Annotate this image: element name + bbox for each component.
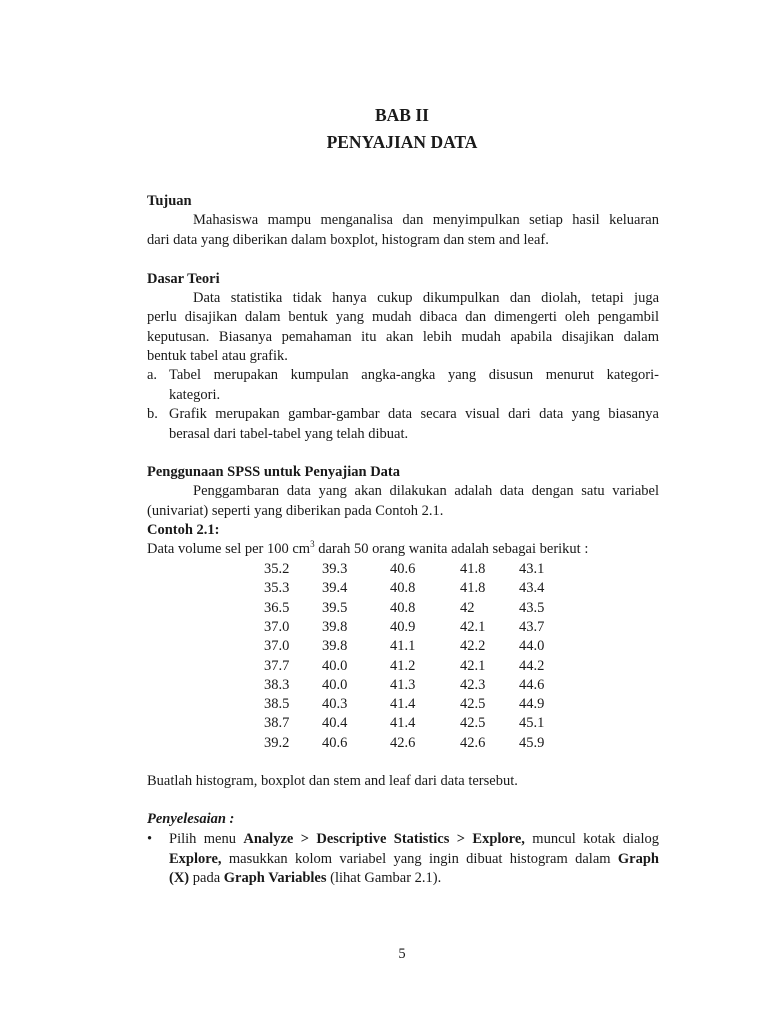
table-cell: 40.6 xyxy=(390,561,416,577)
paragraph-line: Penggambaran data yang akan dilakukan adalah data dengan satu variabel xyxy=(193,483,659,499)
table-cell: 42.1 xyxy=(460,618,486,635)
paragraph-line: (univariat) seperti yang diberikan pada Contoh 2.1. xyxy=(147,503,444,519)
table-cell: 38.7 xyxy=(264,715,290,732)
table-cell: 38.3 xyxy=(264,676,290,693)
table-cell: 40.4 xyxy=(322,715,348,732)
list-item-line: Tabel merupakan kumpulan angka-angka yang disusun menurut kategori- xyxy=(169,367,659,383)
list-marker: a. xyxy=(147,367,158,383)
table-cell: 43.1 xyxy=(519,561,545,577)
table-cell: 44.9 xyxy=(519,696,545,713)
table-cell: 40.3 xyxy=(322,696,348,713)
superscript: 3 xyxy=(310,539,315,550)
table-cell: 40.9 xyxy=(390,618,416,635)
table-cell: 44.0 xyxy=(519,638,545,655)
table-cell: 41.1 xyxy=(390,638,416,655)
task-text: Buatlah histogram, boxplot dan stem and leaf dari data tersebut. xyxy=(147,773,518,789)
table-cell: 42.3 xyxy=(460,676,486,693)
section-heading-tujuan: Tujuan xyxy=(147,193,192,209)
section-heading-dasar-teori: Dasar Teori xyxy=(147,271,220,287)
table-cell: 37.0 xyxy=(264,638,290,655)
example-intro-text: Data volume sel per 100 cm xyxy=(147,541,311,557)
chapter-title: PENYAJIAN DATA xyxy=(326,132,478,152)
example-intro xyxy=(147,541,588,558)
table-cell: 39.4 xyxy=(322,580,348,597)
table-cell: 43.7 xyxy=(519,618,545,635)
table-cell: 39.8 xyxy=(322,638,348,655)
solution-text-run: (lihat Gambar 2.1). xyxy=(326,870,442,886)
table-cell: 37.7 xyxy=(264,657,290,674)
solution-text-run: Pilih menu xyxy=(169,831,244,847)
solution-text-run: Graph Variables xyxy=(223,870,327,886)
solution-line xyxy=(169,851,659,868)
list-item-line: berasal dari tabel-tabel yang telah dibuat. xyxy=(169,426,409,442)
table-cell: 42.1 xyxy=(460,657,486,674)
solution-text-run: Analyze > Descriptive Statistics > Explore, xyxy=(243,831,525,847)
solution-text-run: (X) xyxy=(169,870,190,886)
table-cell: 41.4 xyxy=(390,715,416,732)
table-cell: 42.2 xyxy=(460,638,486,655)
table-cell: 45.1 xyxy=(519,715,545,732)
paragraph-line: keputusan. Biasanya pemahaman itu akan lebih mudah apabila disajikan dalam xyxy=(147,329,659,345)
table-cell: 44.6 xyxy=(519,676,545,693)
table-cell: 38.5 xyxy=(264,696,290,713)
table-cell: 40.8 xyxy=(390,599,416,616)
table-cell: 40.8 xyxy=(390,580,416,597)
table-cell: 40.0 xyxy=(322,657,348,674)
table-cell: 42 xyxy=(460,599,475,616)
example-heading: Contoh 2.1: xyxy=(147,522,220,538)
table-cell: 43.4 xyxy=(519,580,545,597)
table-cell: 42.5 xyxy=(460,715,486,732)
table-cell: 37.0 xyxy=(264,618,290,635)
list-item-line: Grafik merupakan gambar-gambar data secara visual dari data yang biasanya xyxy=(169,406,659,422)
table-cell: 39.3 xyxy=(322,561,348,577)
page-number: 5 xyxy=(398,946,406,962)
solution-text-run: masukkan kolom variabel yang ingin dibuat histogram dalam xyxy=(221,851,618,867)
table-cell: 35.3 xyxy=(264,580,290,597)
solution-text-run: Graph xyxy=(617,851,659,867)
bullet-icon: • xyxy=(147,831,153,847)
table-cell: 36.5 xyxy=(264,599,290,616)
solution-line xyxy=(169,831,659,848)
solution-heading: Penyelesaian : xyxy=(147,811,235,827)
solution-text-run: pada xyxy=(189,870,224,886)
paragraph-line: dari data yang diberikan dalam boxplot, histogram dan stem and leaf. xyxy=(147,232,549,248)
table-cell: 44.2 xyxy=(519,657,545,674)
chapter-number: BAB II xyxy=(375,105,429,125)
paragraph-line: bentuk tabel atau grafik. xyxy=(147,348,288,364)
table-cell: 45.9 xyxy=(519,734,545,751)
table-cell: 42.5 xyxy=(460,696,486,713)
paragraph-line: perlu disajikan dalam bentuk yang mudah dibaca dan dimengerti oleh pengambil xyxy=(147,309,659,325)
section-heading-spss: Penggunaan SPSS untuk Penyajian Data xyxy=(147,464,401,480)
solution-text-run: Explore, xyxy=(169,851,222,867)
solution-text-run: muncul kotak dialog xyxy=(524,831,660,847)
paragraph-line: Mahasiswa mampu menganalisa dan menyimpulkan setiap hasil keluaran xyxy=(193,212,659,228)
solution-line xyxy=(169,870,441,887)
paragraph-line: Data statistika tidak hanya cukup dikumpulkan dan diolah, tetapi juga xyxy=(193,290,659,306)
table-cell: 41.4 xyxy=(390,696,416,713)
table-cell: 35.2 xyxy=(264,561,290,577)
table-cell: 41.2 xyxy=(390,657,416,674)
list-marker: b. xyxy=(147,406,158,422)
list-item-line: kategori. xyxy=(169,387,221,403)
table-cell: 40.6 xyxy=(322,734,348,751)
table-cell: 39.8 xyxy=(322,618,348,635)
table-cell: 42.6 xyxy=(390,734,416,751)
table-cell: 41.8 xyxy=(460,580,486,597)
table-cell: 40.0 xyxy=(322,676,348,693)
table-cell: 39.2 xyxy=(264,734,290,751)
table-cell: 39.5 xyxy=(322,599,348,616)
table-cell: 41.3 xyxy=(390,676,416,693)
table-cell: 42.6 xyxy=(460,734,486,751)
example-intro-text: darah 50 orang wanita adalah sebagai berikut : xyxy=(314,541,589,557)
table-cell: 41.8 xyxy=(460,561,486,577)
table-cell: 43.5 xyxy=(519,599,545,616)
